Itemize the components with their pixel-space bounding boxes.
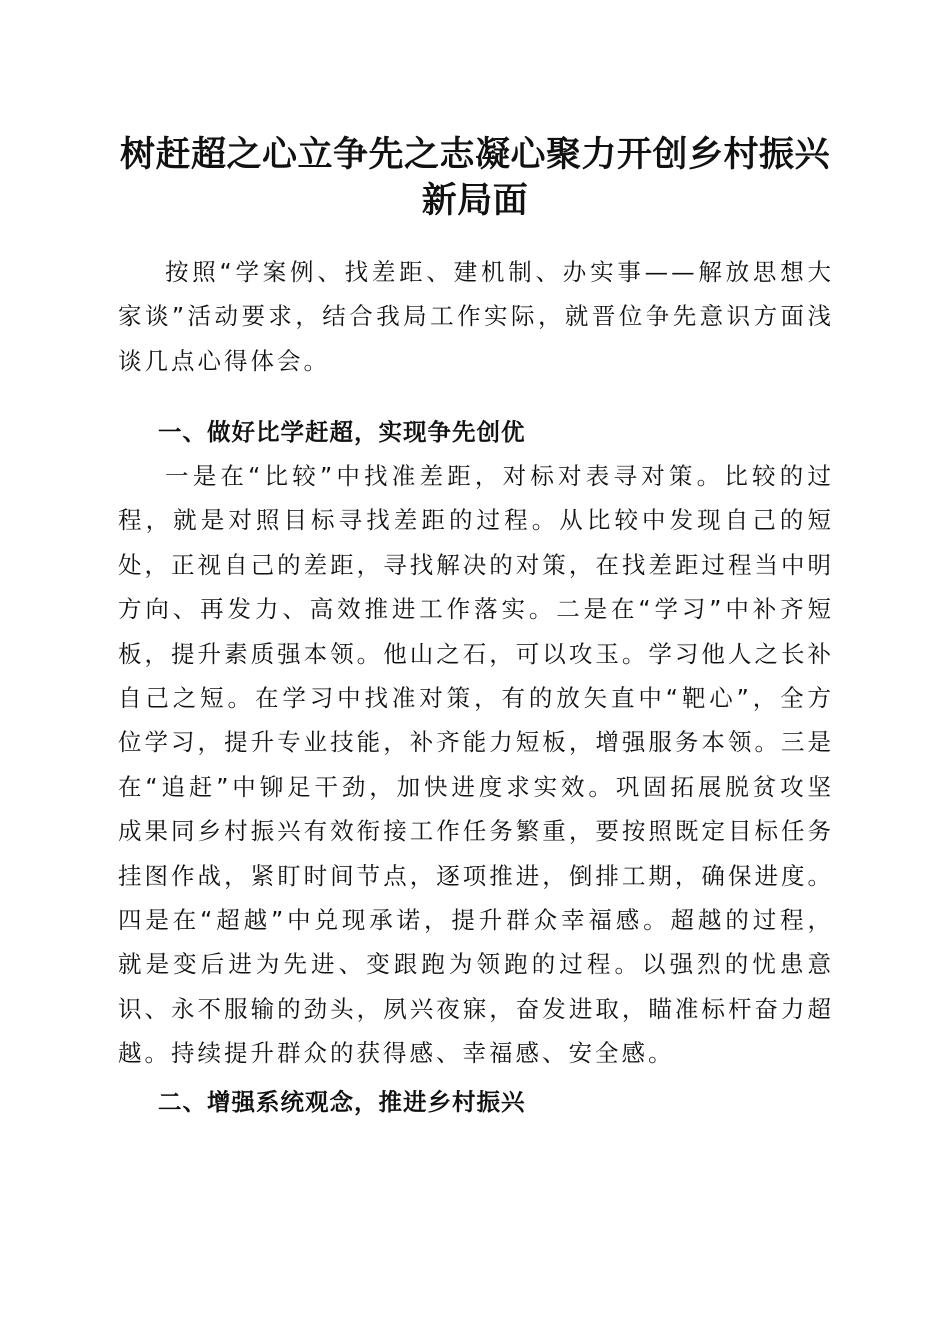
title-line-2: 新局面: [421, 180, 529, 221]
title-line-1: 树赶超之心立争先之志凝心聚力开创乡村振兴: [119, 134, 830, 175]
document-title: [100, 132, 850, 224]
section-2-heading: 二、增强系统观念，推进乡村振兴: [158, 1088, 526, 1116]
section-1-heading: 一、做好比学赶超，实现争先创优: [158, 418, 526, 446]
intro-paragraph: 按照“学案例、找差距、建机制、办实事——解放思想大家谈”活动要求，结合我局工作实际，就晋位争先意识方面浅谈几点心得体会。: [118, 258, 834, 375]
section-1-paragraph: 一是在“比较”中找准差距，对标对表寻对策。比较的过程，就是对照目标寻找差距的过程。从比较中发现自己的短处，正视自己的差距，寻找解决的对策，在找差距过程当中明方向、再发力、高效推进工作落实。二是在“学习”中补齐短板，提升素质强本领。他山之石，可以攻玉。学习他人之长补自己之短。在学习中找准对策，有的放矢直中“靶心”，全方位学习，提升专业技能，补齐能力短板，增强服务本领。三是在“追赶”中铆足干劲，加快进度求实效。巩固拓展脱贫攻坚成果同乡村振兴有效衔接工作任务繁重，要按照既定目标任务挂图作战，紧盯时间节点，逐项推进，倒排工期，确保进度。四是在“超越”中兑现承诺，提升群众幸福感。超越的过程，就是变后进为先进、变跟跑为领跑的过程。以强烈的忧患意识、永不服输的劲头，夙兴夜寐，奋发进取，瞄准标杆奋力超越。持续提升群众的获得感、幸福感、安全感。: [118, 462, 834, 1068]
